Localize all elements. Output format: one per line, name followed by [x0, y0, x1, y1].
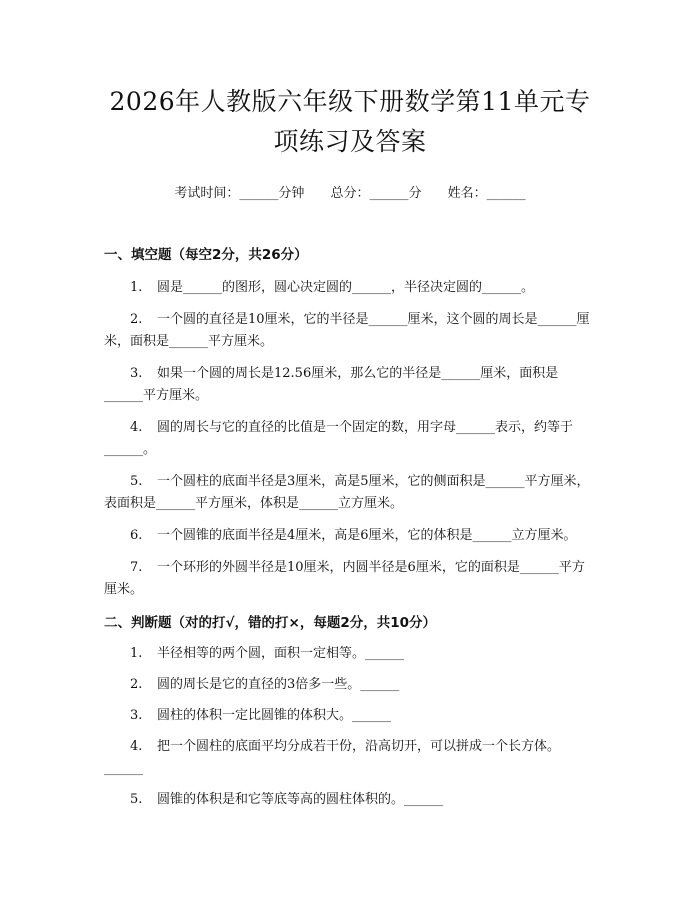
question-text: 一个环形的外圆半径是10厘米，内圆半径是6厘米，它的面积是______平方厘米。 [104, 560, 585, 597]
question-number: 4. [130, 739, 143, 754]
question-number: 5. [130, 792, 143, 807]
exam-info [104, 184, 596, 204]
question-text: 把一个圆柱的底面平均分成若干份，沿高切开，可以拼成一个长方体。______ [104, 739, 561, 776]
question-text: 一个圆柱的底面半径是3厘米，高是5厘米，它的侧面积是______平方厘米，表面积是______平方厘米，体积是______立方厘米。 [104, 474, 590, 511]
question-item [104, 417, 596, 461]
question-text: 圆锥的体积是和它等底等高的圆柱体积的。______ [157, 792, 444, 807]
question-number: 4. [130, 420, 143, 435]
question-number: 2. [130, 677, 143, 692]
document-title [104, 0, 596, 162]
question-item [104, 277, 596, 299]
question-text: 如果一个圆的周长是12.56厘米，那么它的半径是______厘米，面积是______平方厘米。 [104, 366, 559, 403]
question-item [104, 309, 596, 353]
section-heading-fill-in: 一、填空题（每空2分，共26分） [104, 247, 308, 263]
exam-score: 总分：______分 [330, 186, 422, 201]
question-text: 一个圆锥的底面半径是4厘米，高是6厘米，它的体积是______立方厘米。 [157, 528, 577, 543]
title-line-2: 项练习及答案 [273, 127, 427, 156]
question-number: 3. [130, 708, 143, 723]
question-item [104, 705, 596, 727]
question-item [104, 525, 596, 547]
question-number: 7. [130, 560, 143, 575]
exam-time: 考试时间：______分钟 [174, 186, 305, 201]
question-number: 1. [130, 280, 143, 295]
section-true-false-questions [104, 643, 596, 811]
question-item [104, 557, 596, 601]
question-number: 5. [130, 474, 143, 489]
question-number: 3. [130, 366, 143, 381]
question-number: 2. [130, 312, 143, 327]
question-text: 圆柱的体积一定比圆锥的体积大。______ [157, 708, 392, 723]
question-item [104, 674, 596, 696]
question-text: 圆的周长与它的直径的比值是一个固定的数，用字母______表示，约等于______。 [104, 420, 574, 457]
exam-name: 姓名：______ [447, 186, 526, 201]
section-fill-in-questions [104, 277, 596, 601]
question-text: 一个圆的直径是10厘米，它的半径是______厘米，这个圆的周长是______厘米，面积是______平方厘米。 [104, 312, 590, 349]
question-text: 半径相等的两个圆，面积一定相等。______ [157, 646, 405, 661]
question-item [104, 363, 596, 407]
question-item [104, 471, 596, 515]
question-number: 1. [130, 646, 143, 661]
question-item [104, 789, 596, 811]
question-text: 圆的周长是它的直径的3倍多一些。______ [157, 677, 400, 692]
title-line-1: 2026年人教版六年级下册数学第11单元专 [109, 87, 591, 116]
question-text: 圆是______的图形，圆心决定圆的______，半径决定圆的______。 [157, 280, 535, 295]
question-item [104, 643, 596, 665]
question-item [104, 736, 596, 780]
question-number: 6. [130, 528, 143, 543]
section-heading-true-false: 二、判断题（对的打√，错的打×，每题2分，共10分） [104, 615, 436, 631]
